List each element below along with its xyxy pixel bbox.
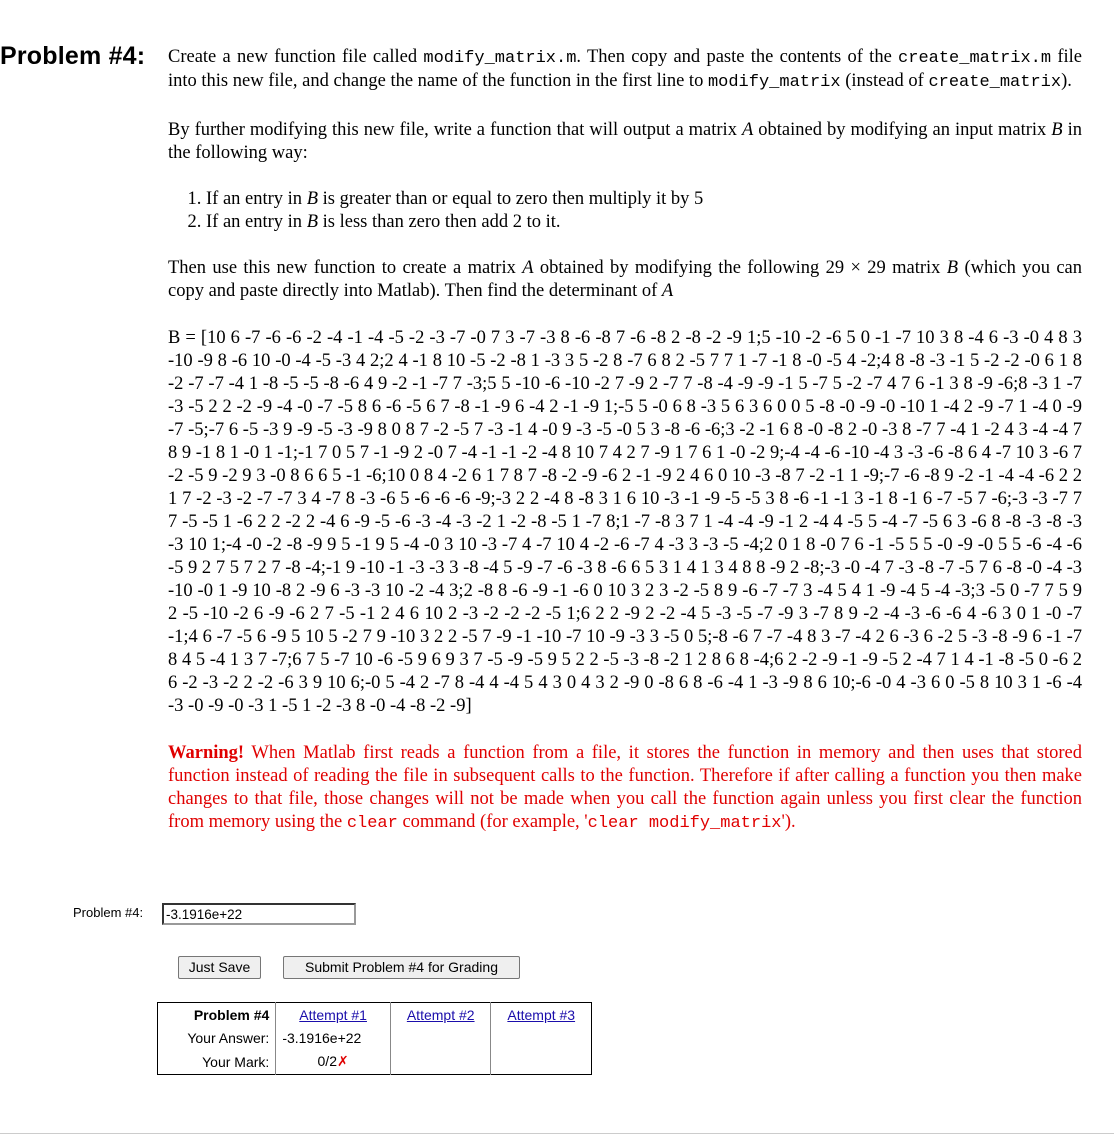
var-b: B bbox=[306, 189, 318, 209]
just-save-button[interactable]: Just Save bbox=[178, 956, 261, 979]
text: is less than zero then add 2 to it. bbox=[318, 212, 561, 232]
intro-text: (instead of bbox=[840, 71, 929, 91]
var-b: B bbox=[1051, 120, 1063, 140]
text: obtained by modifying an input matrix bbox=[753, 120, 1052, 140]
attempt-3-answer bbox=[491, 1026, 592, 1049]
var-a: A bbox=[522, 258, 534, 278]
attempt-2-link[interactable]: Attempt #2 bbox=[406, 1006, 475, 1023]
attempt-1-mark bbox=[276, 1050, 391, 1075]
intro-paragraph bbox=[168, 46, 1082, 94]
attempt-1-link[interactable]: Attempt #1 bbox=[299, 1006, 367, 1023]
text: If an entry in bbox=[206, 212, 307, 232]
rule-item bbox=[206, 211, 1082, 234]
var-b: B bbox=[306, 212, 318, 232]
attempt-2-answer bbox=[390, 1026, 491, 1049]
code-function-name: create_matrix bbox=[928, 73, 1062, 92]
rule-item bbox=[206, 188, 1082, 211]
rules-list bbox=[168, 188, 1082, 234]
text: By further modifying this new file, write a function that will output a matrix bbox=[168, 120, 742, 140]
text: obtained by modifying the following 29 × 29 matrix bbox=[533, 258, 947, 278]
text: is greater than or equal to zero then multiply it by 5 bbox=[318, 189, 704, 209]
intro-text: ). bbox=[1061, 71, 1072, 91]
text: When Matlab first reads a function from a file, it stores the function in memory and then uses that stored function instead of reading the file in subsequent calls to the function. Therefore if after calling a function you then make changes to that file, those changes will not be made when you call the function again unless you first clear the function from memory using the bbox=[168, 743, 1082, 832]
text: in the following way: bbox=[168, 120, 1082, 163]
your-answer-label: Your Answer: bbox=[158, 1026, 276, 1049]
code-clear-example: clear modify_matrix bbox=[587, 814, 782, 833]
incorrect-x-icon: ✗ bbox=[336, 1053, 349, 1070]
var-a: A bbox=[661, 281, 674, 301]
submit-grading-button[interactable]: Submit Problem #4 for Grading bbox=[283, 956, 520, 979]
warning-label: Warning! bbox=[168, 743, 245, 763]
bottom-divider bbox=[0, 1133, 1114, 1134]
text: '). bbox=[781, 812, 796, 832]
code-filename: modify_matrix.m bbox=[423, 49, 577, 68]
mark-score: 0/2 bbox=[317, 1053, 337, 1070]
problem-statement bbox=[168, 46, 1082, 835]
instruction-paragraph bbox=[168, 119, 1082, 165]
warning-paragraph bbox=[168, 742, 1082, 835]
attempts-table bbox=[157, 1002, 592, 1075]
intro-text: . Then copy and paste the contents of the bbox=[576, 47, 899, 67]
var-b: B bbox=[946, 258, 959, 278]
answer-input[interactable] bbox=[162, 903, 356, 925]
attempts-header: Problem #4 bbox=[158, 1003, 276, 1027]
task-paragraph bbox=[168, 257, 1082, 303]
var-a: A bbox=[741, 120, 754, 140]
attempt-1-answer: -3.1916e+22 bbox=[276, 1026, 391, 1049]
text: command (for example, ' bbox=[397, 812, 588, 832]
code-function-name: modify_matrix bbox=[707, 73, 841, 92]
text: If an entry in bbox=[206, 189, 307, 209]
attempt-2-mark bbox=[390, 1050, 491, 1075]
intro-text: Create a new function file called bbox=[168, 47, 424, 67]
attempt-3-link[interactable]: Attempt #3 bbox=[507, 1006, 576, 1023]
matrix-b-definition: B = [10 6 -7 -6 -6 -2 -4 -1 -4 -5 -2 -3 -7 -0 7 3 -7 -3 8 -6 -8 7 -6 -8 2 -8 -2 -9 1;5 -10 -2 -6 5 0 -1 -7 10 3 8 -4 6 -3 -0 4 8 3 -10 -9 8 -6 10 -0 -4 -5 -3 4 2;2 4 -1 8 10 -5 -2 -8 1 -3 3 5 -2 8 -7 6 8 2 -5 7 7 1 -7 -1 8 -0 -5 4 -2;4 8 -8 -3 -1 5 -2 -2 -0 6 1 8 -2 -7 -7 -4 1 -8 -5 -5 -8 -6 4 9 -2 -1 -7 7 -3;5 5 -10 -6 -10 -2 7 -9 2 -7 7 -8 -4 -9 -9 -1 5 -7 5 -2 -7 4 7 6 -1 3 8 -9 -6;8 -3 1 -7 -3 -5 2 2 -2 -9 -4 -0 -7 -5 8 6 -6 -5 6 7 -8 -1 -9 6 -4 2 -1 -9 1;-5 5 -0 6 8 -3 5 6 3 6 0 0 5 -8 -0 -9 -0 -10 1 -4 2 -9 -7 1 -4 0 -9 -7 -5;-7 6 -5 -3 9 -9 -5 -3 -9 8 0 8 7 -2 -5 7 -3 -1 4 -0 9 -3 -5 -0 5 3 -8 -6 -6;3 -2 -1 6 8 -0 -8 2 -0 -3 8 -7 7 -4 1 -2 4 3 -4 -4 7 8 9 -1 8 1 -0 1 -1;-1 7 0 5 7 -1 -9 2 -0 7 -4 -1 -1 -2 -4 8 10 7 4 2 7 -9 1 7 6 1 -0 -2 9;-4 -4 -6 -10 -4 3 -3 -6 -8 6 4 -7 10 3 -6 7 -2 -5 9 -2 9 3 -0 8 6 6 5 -1 -6;10 0 8 4 -2 6 1 7 8 7 -8 -2 -9 -6 2 -1 -9 2 4 6 0 10 -3 -8 7 -2 -1 1 -9;-7 -6 -8 9 -2 -1 -4 -4 -6 2 2 1 7 -2 -3 -2 -7 -7 3 4 -7 8 -3 -6 5 -6 -6 -6 -9;-3 2 2 -4 8 -8 3 1 6 10 -3 -1 -9 -5 -5 3 8 -6 -1 -1 3 -1 8 -1 6 -7 -5 7 -6;-3 -3 -7 7 7 -5 -5 1 -6 2 2 -2 2 -4 6 -9 -5 -6 -3 -4 -3 -2 1 -2 -8 -5 1 -7 8;1 -7 -8 3 7 1 -4 -4 -9 -1 2 -4 4 -5 5 -4 -7 -5 6 3 -6 8 -8 -3 -8 -3 -3 10 1;-4 -0 -2 -8 -9 9 5 -1 9 5 -4 -0 3 10 -3 -7 4 -7 10 4 -2 -6 -7 4 -3 3 -3 -5 -4;2 0 1 8 -0 7 6 -1 -5 5 5 -0 -9 -0 5 5 -6 -4 -6 -5 9 2 7 5 7 2 7 -8 -4;-1 9 -10 -1 -3 -3 3 -8 -4 5 -9 -7 -6 -3 8 -6 6 5 3 1 4 1 3 4 8 8 -9 2 -8;-3 -0 -4 7 -3 -8 -7 -5 7 6 -8 -0 -4 -3 -10 -0 1 -9 10 -8 2 -9 6 -3 -3 10 -2 -4 3;2 -8 8 -6 -9 -1 -6 0 10 3 2 3 -2 -5 8 9 -6 -7 -7 3 -4 5 4 1 -9 -4 5 -4 -3;3 -5 0 -7 7 5 9 2 -5 -10 -2 6 -9 -6 2 7 -5 -1 2 4 6 10 2 -3 -2 -2 -2 -5 1;6 2 2 -9 2 -2 -4 5 -3 -5 -7 -9 3 -7 8 9 -2 -4 -3 -6 -6 4 -6 3 0 1 -0 -7 -1;4 6 -7 -5 6 -9 5 10 5 -2 7 9 -10 3 2 2 -5 7 -9 -1 -10 -7 10 -9 -3 3 -5 0 5;-8 -6 7 -7 -4 8 3 -7 -4 2 6 -3 6 -2 5 -3 -8 -9 6 -1 -7 8 4 5 -4 1 3 7 -7;6 7 5 -7 10 -6 -5 9 6 9 3 7 -5 -9 -5 9 5 2 2 -5 -3 -8 -2 1 2 8 6 8 -4;6 2 -2 -9 -1 -9 -5 2 -4 7 1 4 -1 -8 -5 0 -6 2 6 -2 -3 -2 2 -2 -6 3 9 10 6;-0 5 -4 2 -7 8 -4 4 -4 5 4 3 0 4 3 2 -9 0 -8 6 8 -6 -4 1 -3 -9 8 6 10;-6 -0 4 -3 6 0 -5 8 10 3 1 -6 -4 -3 -0 -9 -0 -3 1 -5 1 -2 -3 8 -0 -4 -8 -2 -9] bbox=[168, 328, 1082, 716]
intro-text: file into this new file, and change the name of the function in the first line to bbox=[168, 47, 1082, 91]
your-mark-label: Your Mark: bbox=[158, 1050, 276, 1075]
code-clear: clear bbox=[346, 814, 398, 833]
code-filename: create_matrix.m bbox=[898, 49, 1052, 68]
answer-label: Problem #4: bbox=[73, 905, 144, 920]
problem-title: Problem #4: bbox=[0, 42, 146, 70]
text: Then use this new function to create a matrix bbox=[168, 258, 523, 278]
text: (which you can copy and paste directly into Matlab). Then find the determinant of bbox=[168, 258, 1082, 301]
attempt-3-mark bbox=[491, 1050, 592, 1075]
